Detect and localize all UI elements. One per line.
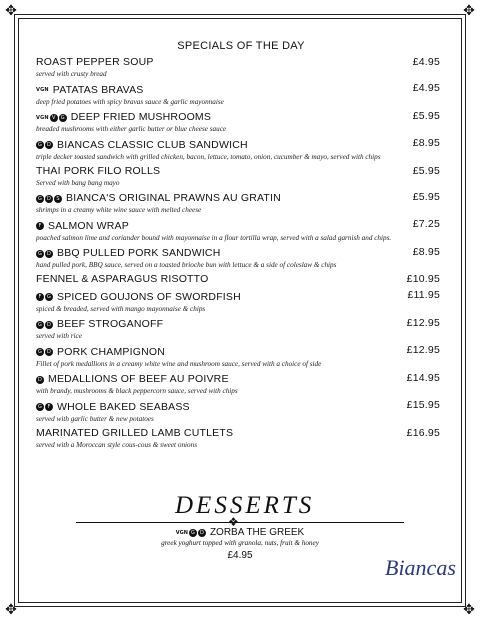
menu-item-description: spiced & breaded, served with mango mayonnaise & chips <box>36 304 206 313</box>
menu-item-name <box>36 346 165 359</box>
vegan-icon: VGN <box>36 87 49 93</box>
menu-item-description: served with a Moroccan style cous-cous & sweet onions <box>36 440 198 449</box>
dietary-icons <box>36 376 44 384</box>
menu-item-title: PORK CHAMPIGNON <box>57 345 166 358</box>
menu-item-name <box>36 220 129 233</box>
vegan-icon: VGN <box>36 114 49 121</box>
menu-item-row <box>36 165 446 178</box>
menu-item-name <box>36 291 241 304</box>
menu-item-price: £7.25 <box>412 218 440 230</box>
menu-item-description: hand pulled pork, BBQ sauce, served on a toasted brioche bun with lettuce & a side of coleslaw & chips <box>36 261 337 269</box>
menu-item <box>36 344 446 369</box>
menu-item <box>36 56 446 79</box>
shellfish-icon: S <box>54 195 62 203</box>
menu-item <box>36 317 446 342</box>
menu-item-description: with brandy, mushrooms & black peppercorn sauce, served with chips <box>36 387 238 395</box>
menu-item-price: £12.95 <box>406 316 440 329</box>
desserts-title: DESSERTS <box>175 492 315 519</box>
dessert-dietary-icons <box>176 529 206 537</box>
dessert-price: £4.95 <box>227 550 253 561</box>
menu-item-row <box>36 289 446 304</box>
menu-item-price: £14.95 <box>406 371 440 384</box>
dessert-description: greek yoghurt topped with granola, nuts, fruit & honey <box>161 539 319 547</box>
gluten-free-icon: G <box>37 250 43 257</box>
menu-item-row <box>36 218 446 233</box>
specials-list <box>36 56 446 450</box>
menu-item-row <box>36 427 446 440</box>
menu-item-description: breaded mushrooms with either garlic butter or blue cheese sauce <box>36 125 227 133</box>
menu-item-description: served with rice <box>36 332 82 340</box>
menu-item <box>36 82 446 107</box>
vegan-icon: VGN <box>175 529 188 536</box>
menu-item-row <box>36 317 446 332</box>
menu-item-title: ROAST PEPPER SOUP <box>36 56 154 68</box>
menu-item-title: WHOLE BAKED SEABASS <box>57 400 190 413</box>
menu-item-price: £12.95 <box>406 344 440 356</box>
dairy-icon: D <box>37 376 43 383</box>
menu-item-row <box>36 273 446 286</box>
menu-item-description: Fillet of pork medallions in a creamy white wine and mushroom sauce, served with a choice of side <box>36 359 322 368</box>
menu-item-description: triple decker toasted sandwich with grilled chicken, bacon, lettuce, tomato, onion, cucumber & mayo, served with chips <box>36 152 381 161</box>
gluten-free-icon: G <box>37 195 43 202</box>
menu-item <box>36 246 446 271</box>
dairy-icon: D <box>46 349 52 355</box>
menu-item-row <box>36 246 446 261</box>
menu-item-title: DEEP FRIED MUSHROOMS <box>70 111 212 123</box>
menu-item <box>36 191 446 216</box>
menu-item-price: £15.95 <box>406 399 440 411</box>
gluten-free-icon: G <box>189 529 197 537</box>
menu-item-price: £10.95 <box>406 273 440 285</box>
fish-icon: F <box>45 403 53 411</box>
menu-item-price: £5.95 <box>412 190 440 203</box>
gluten-free-icon: G <box>46 294 52 300</box>
menu-item-row <box>36 399 446 414</box>
menu-item-row <box>36 344 446 359</box>
menu-item-price: £4.95 <box>412 56 440 68</box>
corner-ornament-icon: ✥ <box>463 602 475 618</box>
menu-item-name <box>36 56 154 69</box>
menu-item-row <box>36 82 446 97</box>
specials-heading: SPECIALS OF THE DAY <box>177 40 305 52</box>
gluten-free-icon: G <box>37 349 43 355</box>
menu-item-title: SALMON WRAP <box>48 219 129 232</box>
dietary-icons <box>36 250 53 258</box>
dairy-icon: D <box>46 250 52 257</box>
menu-item <box>36 399 446 424</box>
menu-item-name <box>36 247 221 260</box>
gluten-free-icon: G <box>37 404 43 410</box>
menu-item-title: MARINATED GRILLED LAMB CUTLETS <box>36 426 234 439</box>
menu-item-row <box>36 191 446 206</box>
menu-item-description: shrimps in a creamy white wine sauce with melted cheese <box>36 206 202 214</box>
desserts-divider <box>76 522 404 523</box>
dairy-icon: D <box>198 529 206 537</box>
menu-item-title: FENNEL & ASPARAGUS RISOTTO <box>36 273 209 285</box>
menu-item-title: BBQ PULLED PORK SANDWICH <box>57 247 221 259</box>
corner-ornament-icon: ✥ <box>5 602 17 618</box>
menu-item-name <box>36 373 229 386</box>
menu-item-price: £11.95 <box>407 289 440 301</box>
menu-item-description: deep fried potatoes with spicy bravas sauce & garlic mayonnaise <box>36 97 224 106</box>
menu-item-description: Served with bang bang mayo <box>36 178 120 187</box>
menu-item-description: served with garlic butter & new potatoes <box>36 414 154 423</box>
dessert-name-row <box>140 527 340 538</box>
menu-item <box>36 165 446 188</box>
menu-item-title: SPICED GOUJONS OF SWORDFISH <box>57 290 241 303</box>
vegetarian-icon: V <box>50 114 58 122</box>
menu-item-name <box>36 318 163 331</box>
menu-item-row <box>36 56 446 69</box>
dairy-icon: D <box>46 195 52 202</box>
menu-item-price: £8.95 <box>412 245 440 258</box>
specials-section <box>36 40 446 453</box>
menu-item <box>36 137 446 162</box>
menu-item-title: BEEF STROGANOFF <box>57 318 164 330</box>
menu-item <box>36 110 446 135</box>
menu-item <box>36 289 446 314</box>
dietary-icons <box>36 222 44 230</box>
menu-item-description: served with crusty bread <box>36 70 107 78</box>
fish-icon: F <box>36 293 44 301</box>
gluten-free-icon: G <box>37 142 43 148</box>
menu-item-title: THAI PORK FILO ROLLS <box>36 164 161 177</box>
dietary-icons <box>36 114 67 122</box>
dietary-icons <box>36 195 62 203</box>
fish-icon: F <box>36 222 44 230</box>
gluten-free-icon: G <box>60 114 65 121</box>
divider-ornament-icon: ❖ <box>228 515 239 529</box>
menu-item-price: £8.95 <box>412 137 440 149</box>
menu-item-name <box>36 192 281 205</box>
menu-item-description: poached salmon lime and coriander bound with mayonnaise in a flour tortilla wrap, served with a salad garnish and chips. <box>36 233 392 242</box>
gluten-free-icon: G <box>37 321 43 328</box>
biancas-logo: Biancas <box>385 555 456 580</box>
menu-item-name <box>36 111 211 124</box>
menu-item-title: PATATAS BRAVAS <box>52 83 144 96</box>
dessert-name: ZORBA THE GREEK <box>209 527 305 538</box>
dietary-icons <box>36 141 53 149</box>
menu-item-price: £5.95 <box>412 109 440 122</box>
menu-item-title: BIANCAS CLASSIC CLUB SANDWICH <box>57 138 248 151</box>
menu-item-title: MEDALLIONS OF BEEF AU POIVRE <box>48 373 229 385</box>
menu-item <box>36 273 446 286</box>
menu-item-name <box>36 165 160 178</box>
corner-ornament-icon: ✥ <box>5 3 17 19</box>
menu-item-row <box>36 137 446 152</box>
dairy-icon: D <box>46 142 52 148</box>
menu-item-name <box>36 427 233 440</box>
dietary-icons <box>36 293 53 301</box>
dairy-icon: D <box>46 321 52 328</box>
menu-item-name <box>36 401 190 414</box>
menu-item-price: £5.95 <box>412 164 440 177</box>
menu-item-title: BIANCA'S ORIGINAL PRAWNS AU GRATIN <box>66 192 281 204</box>
menu-item <box>36 372 446 397</box>
menu-item <box>36 427 446 450</box>
menu-item-row <box>36 372 446 387</box>
menu-item-price: £4.95 <box>412 82 440 94</box>
menu-item-name <box>36 84 143 97</box>
dessert-item <box>140 527 340 561</box>
menu-item-row <box>36 110 446 125</box>
dietary-icons <box>36 321 53 329</box>
menu-item-name <box>36 273 208 286</box>
dietary-icons <box>36 86 49 94</box>
menu-item-name <box>36 139 248 152</box>
corner-ornament-icon: ✥ <box>463 3 475 19</box>
menu-item-price: £16.95 <box>406 426 440 439</box>
menu-item <box>36 218 446 243</box>
dietary-icons <box>36 403 53 411</box>
dietary-icons <box>36 348 53 356</box>
